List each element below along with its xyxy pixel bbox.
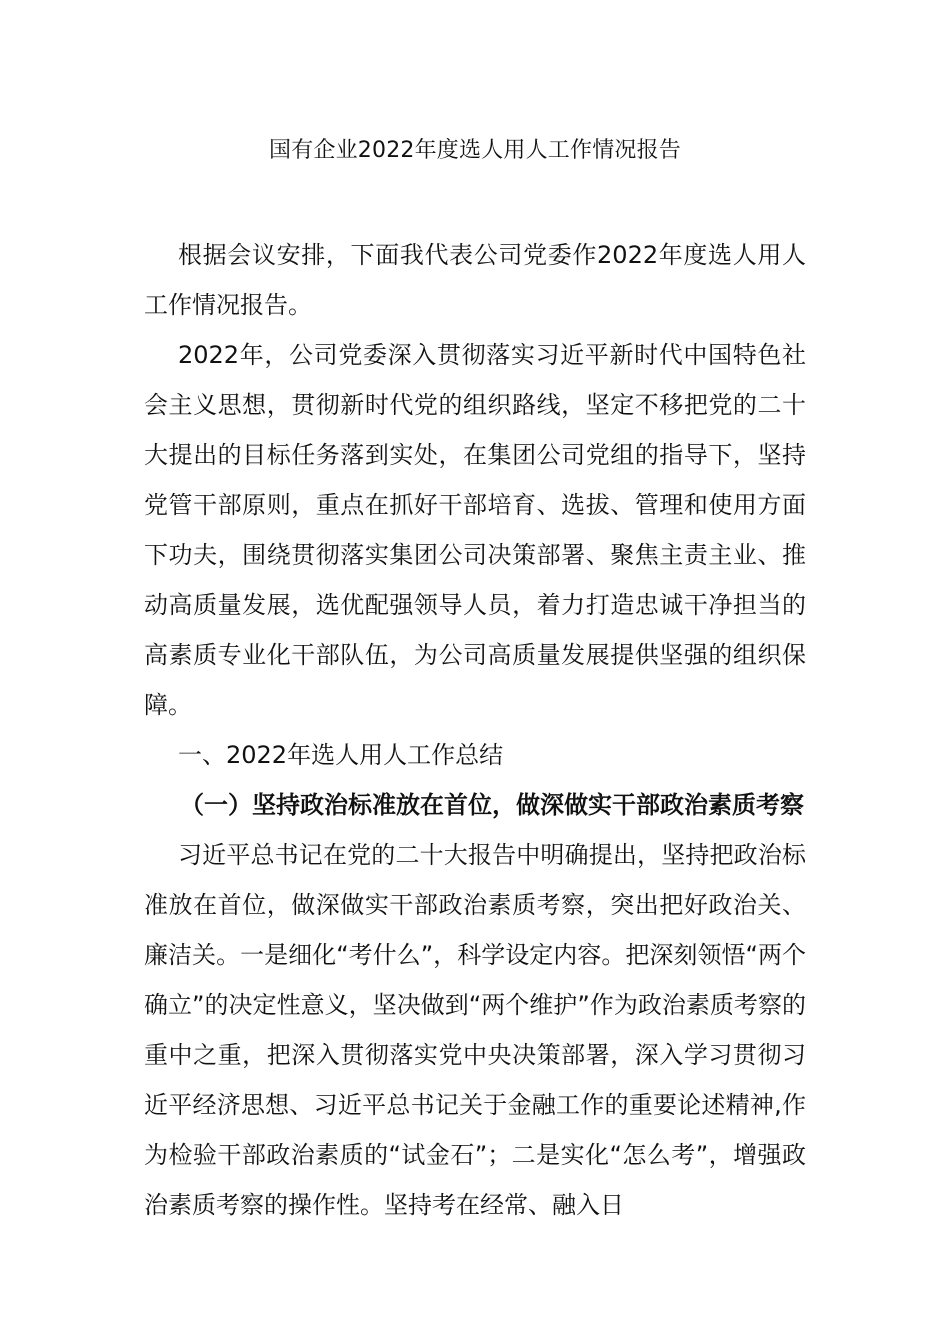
document-body <box>144 230 806 1230</box>
document-title: 国有企业2022年度选人用人工作情况报告 <box>269 138 681 163</box>
paragraph-intro: 根据会议安排，下面我代表公司党委作2022年度选人用人工作情况报告。 <box>144 241 806 319</box>
paragraph-political-standard: 习近平总书记在党的二十大报告中明确提出，坚持把政治标准放在首位，做深做实干部政治素质考察，突出把好政治关、廉洁关。一是细化“考什么”，科学设定内容。把深刻领悟“两个确立”的决定性意义，坚决做到“两个维护”作为政治素质考察的重中之重，把深入贯彻落实党中央决策部署，深入学习贯彻习近平经济思想、习近平总书记关于金融工作的重要论述精神,作为检验干部政治素质的“试金石”；二是实化“怎么考”，增强政治素质考察的操作性。坚持考在经常、融入日 <box>144 841 806 1219</box>
paragraph-overview: 2022年，公司党委深入贯彻落实习近平新时代中国特色社会主义思想，贯彻新时代党的组织路线，坚定不移把党的二十大提出的目标任务落到实处，在集团公司党组的指导下，坚持党管干部原则，重点在抓好干部培育、选拔、管理和使用方面下功夫，围绕贯彻落实集团公司决策部署、聚焦主责主业、推动高质量发展，选优配强领导人员，着力打造忠诚干净担当的高素质专业化干部队伍，为公司高质量发展提供坚强的组织保障。 <box>144 341 806 719</box>
subsection-heading-political-standard: （一）坚持政治标准放在首位，做深做实干部政治素质考察 <box>180 791 804 819</box>
section-heading-summary: 一、2022年选人用人工作总结 <box>178 741 504 769</box>
